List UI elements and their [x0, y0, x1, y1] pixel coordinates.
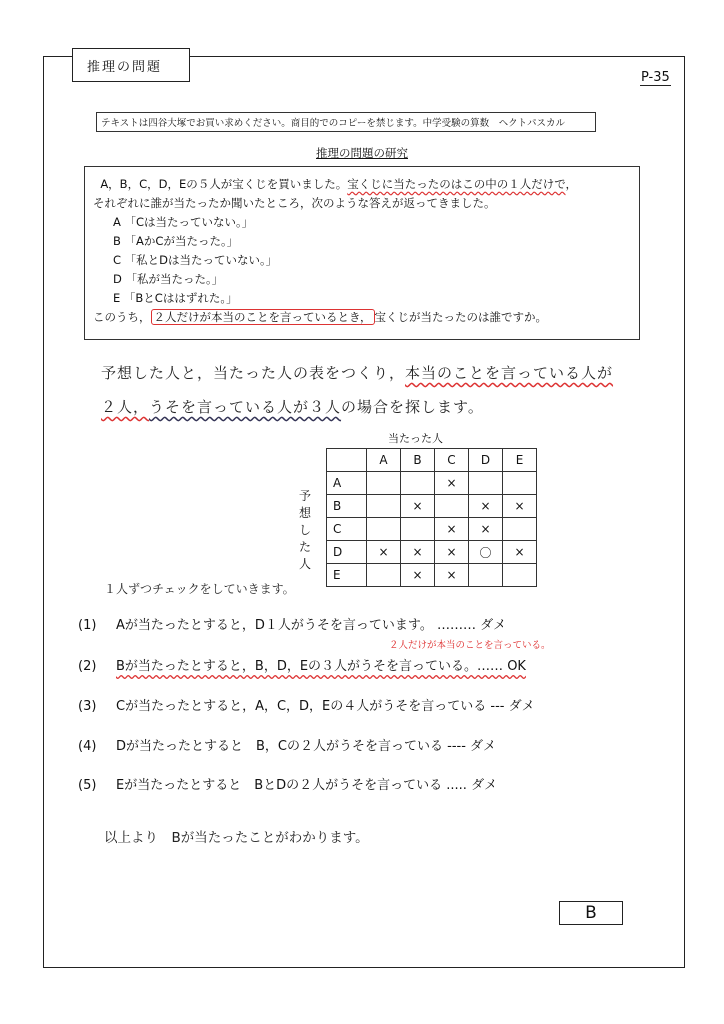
table-cell: ×: [469, 518, 503, 541]
section-subtitle: 推理の問題の研究: [316, 146, 408, 160]
page-number: P-35: [641, 70, 670, 85]
table-cell: ×: [401, 564, 435, 587]
problem-line-1: A，B，C，D，Eの５人が宝くじを買いました。宝くじに当たったのはこの中の１人だけで，: [100, 177, 577, 191]
table-cell: [367, 472, 401, 495]
case-1: (1) Aが当たったとすると，D１人がうそを言っています。 ……… ダメ: [78, 618, 507, 633]
case-5: (5) Eが当たったとすると BとDの２人がうそを言っている ..... ダメ: [78, 778, 498, 793]
table-cell: ×: [401, 541, 435, 564]
table-row: [327, 564, 537, 587]
table-row: [327, 518, 537, 541]
problem-box: [84, 166, 640, 340]
table-cell: 〇: [469, 541, 503, 564]
table-cell: D: [327, 541, 367, 564]
page-title: 推理の問題: [72, 48, 190, 82]
intro-line-2: ２人，うそを言っている人が３人の場合を探します。: [101, 398, 484, 416]
table-cell: ×: [503, 541, 537, 564]
table-cell: ×: [435, 564, 469, 587]
table-cell: [469, 472, 503, 495]
case-4: (4) Dが当たったとすると B，Cの２人がうそを言っている ---- ダメ: [78, 739, 497, 754]
answer-box: B: [559, 901, 623, 925]
table-cell: E: [503, 449, 537, 472]
table-cell: [503, 472, 537, 495]
case-3: (3) Cが当たったとすると，A，C，D，Eの４人がうそを言っている --- ダメ: [78, 699, 535, 714]
table-cell: ×: [401, 495, 435, 518]
table-cell: [367, 495, 401, 518]
statement-b: B 「AかCが当たった。」: [113, 234, 239, 248]
case-2: (2) Bが当たったとすると，B，D，Eの３人がうそを言っている。…… OK: [78, 659, 526, 674]
table-cell: ×: [503, 495, 537, 518]
table-header-row: [327, 449, 537, 472]
table-cell: [503, 564, 537, 587]
table-cell: C: [435, 449, 469, 472]
table-cell: D: [469, 449, 503, 472]
table-cell: ×: [435, 541, 469, 564]
table-cell: ×: [435, 472, 469, 495]
problem-question: このうち， ２人だけが本当のことを言っているとき， 宝くじが当たったのは誰ですか。: [93, 310, 548, 324]
table-cell: ×: [367, 541, 401, 564]
statement-c: C 「私とDは当たっていない。」: [113, 253, 278, 267]
table-cell: ×: [469, 495, 503, 518]
table-cell: [401, 472, 435, 495]
table-cell: A: [327, 472, 367, 495]
table-cell: B: [401, 449, 435, 472]
table-cell: C: [327, 518, 367, 541]
truth-table: [326, 448, 537, 587]
statement-e: E 「BとCははずれた。」: [113, 291, 238, 305]
table-cell: E: [327, 564, 367, 587]
check-note: １人ずつチェックをしていきます。: [104, 582, 295, 596]
problem-line-2: それぞれに誰が当たったか聞いたところ，次のような答えが返ってきました。: [93, 196, 496, 210]
table-cell: [435, 495, 469, 518]
table-cell: ×: [435, 518, 469, 541]
table-cell: [469, 564, 503, 587]
table-cell: [503, 518, 537, 541]
table-cell: [367, 518, 401, 541]
table-cell: [401, 518, 435, 541]
table-cell: A: [367, 449, 401, 472]
table-column-title: 当たった人: [388, 432, 443, 445]
statement-d: D 「私が当たった。」: [113, 272, 224, 286]
copyright-notice: テキストは四谷大塚でお買い求めください。商目的でのコピーを禁じます。中学受験の算数 ヘクトパスカル: [96, 112, 596, 132]
table-row: [327, 541, 537, 564]
table-cell: [367, 564, 401, 587]
conclusion: 以上より Bが当たったことがわかります。: [104, 830, 369, 846]
statement-a: A 「Cは当たっていない。」: [113, 215, 254, 229]
table-cell: B: [327, 495, 367, 518]
table-row: [327, 472, 537, 495]
red-annotation: ２人だけが本当のことを言っている。: [389, 640, 551, 651]
table-row: [327, 495, 537, 518]
table-row-title: 予想した人: [298, 489, 311, 571]
intro-line-1: 予想した人と，当たった人の表をつくり，本当のことを言っている人が: [101, 364, 614, 382]
table-cell: [327, 449, 367, 472]
